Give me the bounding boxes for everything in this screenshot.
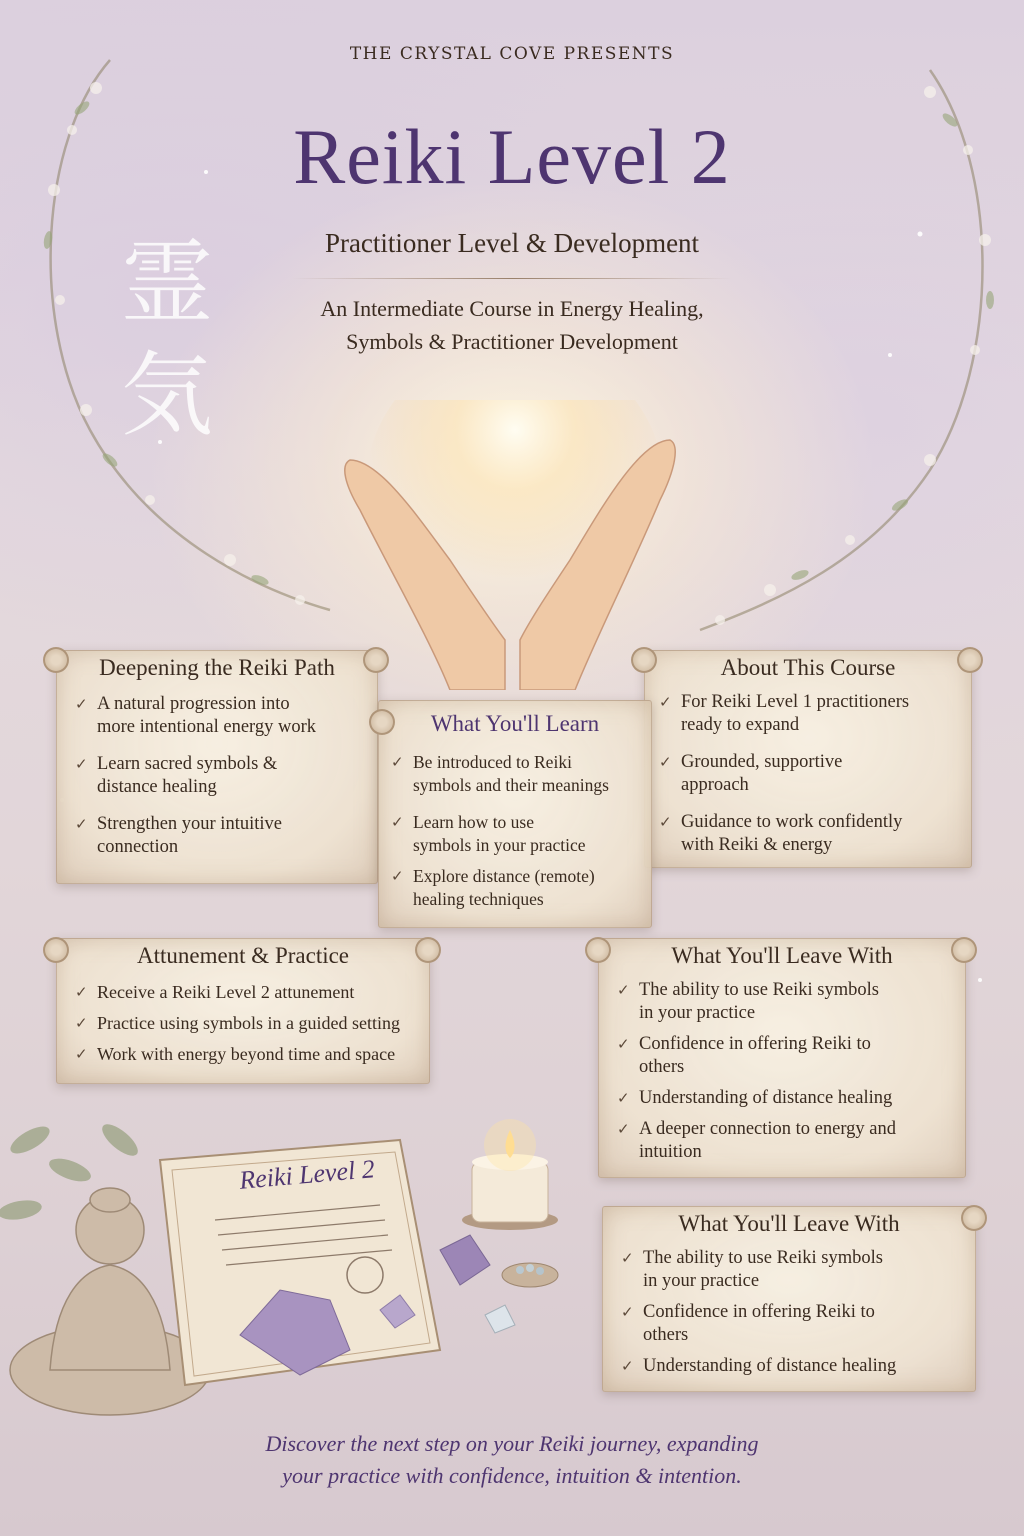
check-icon: ✓	[75, 815, 88, 833]
bullet-list	[379, 737, 651, 911]
page-subtitle: Practitioner Level & Development	[324, 228, 700, 258]
item-text: intuition	[639, 1142, 702, 1162]
item-text: symbols in your practice	[413, 835, 586, 855]
item-text: others	[643, 1325, 689, 1345]
check-icon: ✓	[75, 1045, 88, 1063]
scroll-curl-icon	[961, 1205, 987, 1231]
item-text: Receive a Reiki Level 2 attunement	[97, 982, 355, 1002]
list-item	[659, 751, 963, 797]
item-text: Learn sacred symbols &	[97, 754, 278, 774]
check-icon: ✓	[621, 1303, 634, 1321]
divider	[292, 278, 732, 279]
panel-attunement	[56, 938, 430, 1084]
kanji-ki: 気	[120, 342, 213, 449]
check-icon: ✓	[617, 1120, 630, 1138]
item-text: connection	[97, 837, 179, 857]
kanji-rei: 霊	[120, 230, 213, 337]
list-item	[75, 1012, 423, 1035]
list-item	[659, 691, 963, 737]
item-text: The ability to use Reiki symbols	[643, 1248, 883, 1268]
list-item	[621, 1247, 969, 1293]
panel-title: What You'll Leave With	[678, 1211, 900, 1236]
list-item	[75, 753, 363, 799]
page-title: Reiki Level 2	[293, 113, 731, 200]
item-text: healing techniques	[413, 889, 544, 909]
tagline-line: your practice with confidence, intuition & intention.	[282, 1463, 742, 1488]
item-text: Strengthen your intuitive	[97, 814, 282, 834]
list-item	[391, 811, 647, 857]
scroll-curl-icon	[369, 709, 395, 735]
scroll-curl-icon	[957, 647, 983, 673]
item-text: Understanding of distance healing	[643, 1356, 897, 1376]
check-icon: ✓	[391, 867, 404, 885]
bullet-list	[645, 681, 971, 857]
item-text: Be introduced to Reiki	[413, 752, 572, 772]
check-icon: ✓	[659, 813, 672, 831]
item-text: Learn how to use	[413, 812, 535, 832]
candle-icon	[462, 1119, 558, 1230]
item-text: Understanding of distance healing	[639, 1088, 893, 1108]
description-line: Symbols & Practitioner Development	[346, 329, 678, 354]
presenter-line: THE CRYSTAL COVE PRESENTS	[349, 44, 675, 64]
item-text: more intentional energy work	[97, 717, 317, 737]
item-text: others	[639, 1057, 685, 1077]
glowing-hands-illustration	[330, 400, 690, 690]
item-text: A natural progression into	[97, 694, 290, 714]
scroll-curl-icon	[631, 647, 657, 673]
reiki-kanji	[112, 228, 222, 452]
item-text: Guidance to work confidently	[681, 812, 903, 832]
check-icon: ✓	[617, 1035, 630, 1053]
list-item	[659, 811, 963, 857]
item-text: The ability to use Reiki symbols	[639, 980, 879, 1000]
panel-leave-with-1	[598, 938, 966, 1178]
panel-title: Deepening the Reiki Path	[99, 655, 335, 680]
item-text: Explore distance (remote)	[413, 866, 595, 886]
tagline-line: Discover the next step on your Reiki journey, expanding	[265, 1431, 759, 1456]
list-item	[75, 981, 423, 1004]
check-icon: ✓	[75, 1014, 88, 1032]
item-text: For Reiki Level 1 practitioners	[681, 692, 910, 712]
item-text: distance healing	[97, 777, 217, 797]
list-item	[617, 1087, 959, 1110]
panel-about	[644, 650, 972, 868]
list-item	[617, 979, 959, 1025]
list-item	[617, 1033, 959, 1079]
item-text: Confidence in offering Reiki to	[639, 1034, 871, 1054]
check-icon: ✓	[75, 695, 88, 713]
check-icon: ✓	[617, 1089, 630, 1107]
description-line: An Intermediate Course in Energy Healing,	[320, 296, 704, 321]
bullet-list	[57, 681, 377, 859]
item-text: Practice using symbols in a guided setting	[97, 1013, 400, 1033]
scroll-curl-icon	[585, 937, 611, 963]
bullet-list	[603, 1237, 975, 1378]
check-icon: ✓	[659, 753, 672, 771]
tagline	[0, 1428, 1024, 1492]
panel-what-youll-learn	[378, 700, 652, 928]
panel-title: What You'll Leave With	[671, 943, 893, 968]
item-text: in your practice	[639, 1003, 756, 1023]
list-item	[75, 693, 363, 739]
check-icon: ✓	[75, 755, 88, 773]
scroll-curl-icon	[415, 937, 441, 963]
list-item	[75, 813, 363, 859]
list-item	[617, 1118, 959, 1164]
list-item	[391, 865, 647, 911]
list-item	[621, 1301, 969, 1347]
item-text: Grounded, supportive	[681, 752, 843, 772]
panel-title: Attunement & Practice	[136, 943, 350, 968]
check-icon: ✓	[391, 813, 404, 831]
item-text: Work with energy beyond time and space	[97, 1044, 396, 1064]
check-icon: ✓	[659, 693, 672, 711]
panel-title: About This Course	[720, 655, 896, 680]
bullet-list	[599, 969, 965, 1164]
item-text: ready to expand	[681, 715, 800, 735]
list-item	[621, 1355, 969, 1378]
check-icon: ✓	[391, 753, 404, 771]
list-item	[391, 751, 647, 797]
check-icon: ✓	[75, 983, 88, 1001]
item-text: in your practice	[643, 1271, 760, 1291]
scroll-curl-icon	[363, 647, 389, 673]
scroll-curl-icon	[43, 647, 69, 673]
list-item	[75, 1043, 423, 1066]
item-text: A deeper connection to energy and	[639, 1119, 897, 1139]
still-life-illustration	[0, 1100, 600, 1430]
panel-title: What You'll Learn	[430, 711, 600, 736]
panel-deepening	[56, 650, 378, 884]
panel-leave-with-2	[602, 1206, 976, 1392]
check-icon: ✓	[617, 981, 630, 999]
item-text: symbols and their meanings	[413, 775, 609, 795]
item-text: with Reiki & energy	[681, 835, 833, 855]
item-text: approach	[681, 775, 749, 795]
certificate-title: Reiki Level 2	[238, 1154, 376, 1195]
scroll-curl-icon	[951, 937, 977, 963]
bullet-list	[57, 969, 429, 1066]
item-text: Confidence in offering Reiki to	[643, 1302, 875, 1322]
scroll-curl-icon	[43, 937, 69, 963]
check-icon: ✓	[621, 1357, 634, 1375]
check-icon: ✓	[621, 1249, 634, 1267]
